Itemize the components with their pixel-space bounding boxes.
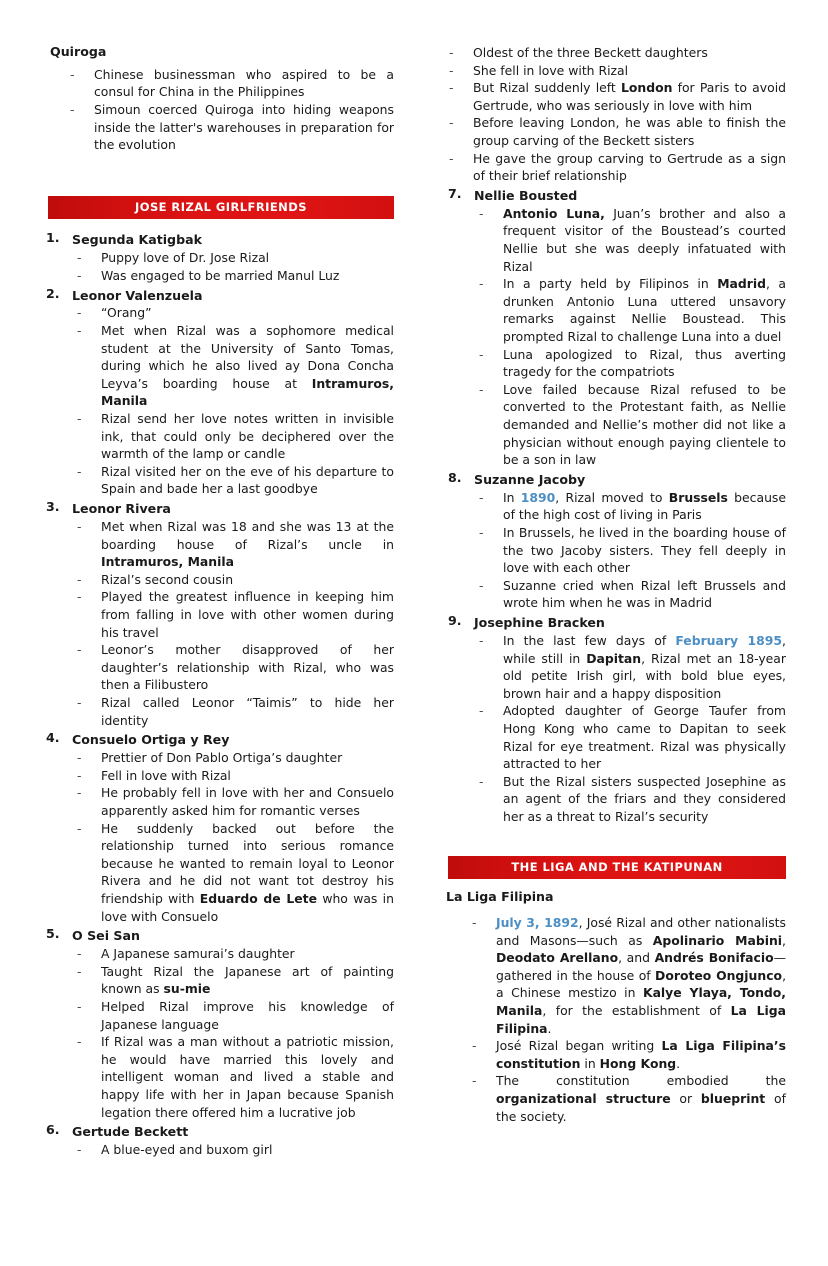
dash-bullet-icon: - [77,411,82,427]
dash-bullet-icon: - [479,524,484,540]
list-item-text: Met when Rizal was a sophomore medical student at the University of Santo Tomas, during which he also lived ay Dona Concha Leyva’s boarding house at Intramuros, Manila [101,323,394,409]
quiroga-bullet-list [44,66,394,154]
gertude-continued-list [446,44,786,185]
dash-bullet-icon: - [472,914,477,930]
detail-list [74,249,394,284]
list-item-text: Helped Rizal improve his knowledge of Japanese language [101,998,394,1032]
list-item [476,577,786,612]
list-item [74,249,394,267]
dash-bullet-icon: - [472,1038,477,1054]
dash-bullet-icon: - [472,1073,477,1089]
dash-bullet-icon: - [77,963,82,979]
dash-bullet-icon: - [479,276,484,292]
dash-bullet-icon: - [479,346,484,362]
list-item [74,410,394,463]
list-item [476,524,786,577]
girlfriend-name: Nellie Bousted [474,187,578,203]
list-number: 2. [46,285,60,301]
list-item [476,381,786,469]
list-item [74,518,394,571]
girlfriend-name: Josephine Bracken [474,615,605,631]
dash-bullet-icon: - [77,1034,82,1050]
list-item-text: In Brussels, he lived in the boarding house of the two Jacoby sisters. They fell deeply in love with each other [503,524,786,576]
list-number: 4. [46,730,60,746]
list-item [74,820,394,926]
list-item [476,773,786,826]
girlfriends-list-right [446,185,786,826]
date-highlight: 1890 [520,489,556,505]
dash-bullet-icon: - [479,205,484,221]
dash-bullet-icon: - [479,703,484,719]
list-item [74,749,394,767]
list-item-text: Adopted daughter of George Taufer from Hong Kong who came to Dapitan to seek Rizal for eye treatment. Rizal was physically attracted to her [503,703,786,772]
list-item-text: Rizal called Leonor “Taimis” to hide her identity [101,695,394,728]
girlfriend-name: Segunda Katigbak [72,232,202,248]
list-item [74,963,394,998]
list-item-text: Antonio Luna, Juan’s brother and also a frequent visitor of the Boustead’s courted Nellie but she was deeply infatuated with Rizal [503,205,786,274]
dash-bullet-icon: - [77,946,82,962]
list-item [74,571,394,589]
list-item-text: Rizal send her love notes written in invisible ink, that could only be deciphered over the warmth of the lamp or candle [101,411,394,462]
dash-bullet-icon: - [77,267,82,283]
list-item-text: Taught Rizal the Japanese art of painting known as su-mie [101,963,394,997]
list-item [446,114,786,149]
dash-bullet-icon: - [479,632,484,648]
list-item-text: July 3, 1892, José Rizal and other nationalists and Masons—such as Apolinario Mabini, Deodato Arellano, and Andrés Bonifacio—gathered in the house of Doroteo Ongjunco, a Chinese mestizo in Kalye Ylaya, Tondo, Manila, for the establishment of La Liga Filipina. [496,914,787,1036]
girlfriend-name: Consuelo Ortiga y Rey [72,732,230,748]
list-item [446,1072,786,1125]
list-number: 5. [46,926,60,942]
list-item-text: Met when Rizal was 18 and she was 13 at the boarding house of Rizal’s uncle in Intramuros, Manila [101,518,394,570]
dash-bullet-icon: - [77,250,82,266]
detail-list [74,518,394,729]
list-item-text: José Rizal began writing La Liga Filipina’s constitution in Hong Kong. [496,1038,786,1071]
list-item-text: Prettier of Don Pablo Ortiga’s daughter [101,750,343,766]
girlfriend-name: Leonor Valenzuela [72,287,203,303]
dash-bullet-icon: - [77,998,82,1014]
list-item-text: Oldest of the three Beckett daughters [473,45,708,60]
two-column-layout [44,44,792,1159]
girlfriend-name: O Sei San [72,928,140,944]
list-item [74,998,394,1033]
list-item [44,229,394,284]
dash-bullet-icon: - [77,1142,82,1158]
list-item-text: In a party held by Filipinos in Madrid, a drunken Antonio Luna uttered unsavory remarks against Nellie Boustead. This prompted Rizal to challenge Luna into a duel [503,276,786,345]
girlfriend-name: Gertude Beckett [72,1124,189,1140]
dash-bullet-icon: - [449,45,454,60]
left-column [44,44,394,1159]
list-item-text: Fell in love with Rizal [101,767,231,783]
dash-bullet-icon: - [77,695,82,711]
list-item [476,205,786,275]
list-item-text: Rizal visited her on the eve of his departure to Spain and bade her a last goodbye [101,463,394,497]
right-column [446,44,786,1125]
list-item-text: He suddenly backed out before the relationship turned into serious romance because he wanted to remain loyal to Leonor Rivera and he did not want tot destroy his friendship with Eduardo de Lete who was in love with Consuelo [101,820,394,924]
section-banner-girlfriends: JOSE RIZAL GIRLFRIENDS [48,196,394,220]
list-item [44,925,394,1121]
list-item-text: A Japanese samurai’s daughter [101,946,295,962]
list-item [74,463,394,498]
dash-bullet-icon: - [77,589,82,605]
list-item [446,469,786,612]
list-item [74,322,394,410]
dash-bullet-icon: - [77,571,82,587]
list-number: 1. [46,230,60,246]
dash-bullet-icon: - [449,62,454,78]
dash-bullet-icon: - [77,642,82,658]
list-item-text: Love failed because Rizal refused to be converted to the Protestant faith, as Nellie demanded and Nellie’s mother did not like a physician without enough paying clientele to be a son in law [503,381,786,468]
list-item-text: Luna apologized to Rizal, thus averting tragedy for the compatriots [503,346,786,380]
dash-bullet-icon: - [479,489,484,505]
dash-bullet-icon: - [449,115,454,131]
list-item [476,489,786,524]
list-item-text: In 1890, Rizal moved to Brussels because of the high cost of living in Paris [503,489,787,523]
list-item-text: A blue-eyed and buxom girl [101,1142,273,1158]
liga-heading: La Liga Filipina [446,889,554,905]
list-item-text: Simoun coerced Quiroga into hiding weapons inside the latter's warehouses in preparation for the evolution [94,101,394,153]
detail-list [74,1141,394,1159]
list-item [74,694,394,729]
list-item [74,945,394,963]
detail-list [476,489,786,612]
list-item [44,729,394,925]
dash-bullet-icon: - [70,101,75,117]
list-item-text: Played the greatest influence in keeping him from falling in love with other women during his travel [101,589,394,640]
detail-list [476,205,786,469]
girlfriends-list-left [44,229,394,1158]
dash-bullet-icon: - [449,150,454,166]
dash-bullet-icon: - [77,518,82,534]
list-number: 3. [46,499,60,515]
list-item [476,275,786,345]
list-number: 6. [46,1122,60,1138]
list-item-text: Puppy love of Dr. Jose Rizal [101,250,270,266]
list-item [446,914,786,1037]
list-item [446,612,786,826]
dash-bullet-icon: - [77,750,82,766]
list-item-text: Before leaving London, he was able to finish the group carving of the Beckett sisters [473,115,786,149]
list-item-text: Was engaged to be married Manul Luz [101,267,340,283]
list-number: 8. [448,469,462,485]
quiroga-heading: Quiroga [50,44,107,59]
list-item [74,267,394,285]
list-item [44,1121,394,1158]
list-item [476,702,786,772]
detail-list [74,304,394,498]
list-item-text: But Rizal suddenly left London for Paris to avoid Gertrude, who was seriously in love with him [473,80,786,113]
list-item [446,44,786,62]
list-item [446,185,786,469]
dash-bullet-icon: - [77,767,82,783]
list-item-text: Leonor’s mother disapproved of her daughter’s relationship with Rizal, who was then a Filibustero [101,642,394,693]
list-item [44,66,394,101]
dash-bullet-icon: - [77,463,82,479]
list-item [44,285,394,499]
list-item [74,1033,394,1121]
detail-list [476,632,786,826]
list-item [74,641,394,694]
girlfriend-name: Leonor Rivera [72,501,171,517]
list-item [74,304,394,322]
dash-bullet-icon: - [77,323,82,338]
list-number: 9. [448,613,462,629]
list-item [446,62,786,80]
list-item-text: “Orang” [101,305,152,321]
list-item [476,632,786,702]
list-item [74,1141,394,1159]
list-item [74,767,394,785]
list-item-text: Rizal’s second cousin [101,571,234,587]
list-number: 7. [448,185,462,201]
detail-list [74,749,394,925]
list-item-text: Chinese businessman who aspired to be a consul for China in the Philippines [94,66,394,100]
list-item [44,498,394,729]
dash-bullet-icon: - [479,381,484,397]
girlfriend-name: Suzanne Jacoby [474,471,586,487]
dash-bullet-icon: - [479,577,484,593]
section-banner-liga: THE LIGA AND THE KATIPUNAN [448,856,786,880]
list-item-text: The constitution embodied the organizational structure or blueprint of the society. [496,1073,786,1124]
dash-bullet-icon: - [449,80,454,96]
list-item [74,588,394,641]
list-item-text: He gave the group carving to Gertrude as a sign of their brief relationship [473,150,786,184]
list-item [446,1037,786,1072]
dash-bullet-icon: - [77,305,82,321]
list-item-text: She fell in love with Rizal [473,62,629,78]
list-item-text: Suzanne cried when Rizal left Brussels and wrote him when he was in Madrid [503,577,786,611]
list-item-text: In the last few days of February 1895, while still in Dapitan, Rizal met an 18-year old petite Irish girl, with bold blue eyes, brown hair and a happy disposition [503,632,786,701]
date-highlight: February 1895 [675,632,783,648]
list-item [446,79,786,114]
list-item [446,150,786,185]
list-item [44,101,394,154]
liga-bullet-list [446,914,786,1125]
detail-list [74,945,394,1121]
list-item-text: He probably fell in love with her and Consuelo apparently asked him for romantic verses [101,785,394,818]
dash-bullet-icon: - [479,773,484,789]
list-item-text: If Rizal was a man without a patriotic mission, he would have married this lovely and intelligent woman and lived a stable and happy life with her in Japan because Spanish legation there offered him a lucrative job [101,1034,394,1120]
dash-bullet-icon: - [77,820,82,836]
list-item [476,346,786,381]
date-highlight: July 3, 1892 [496,914,579,930]
dash-bullet-icon: - [70,66,75,82]
list-item [74,784,394,819]
list-item-text: But the Rizal sisters suspected Josephine as an agent of the friars and they considered her as a threat to Rizal’s security [503,773,786,824]
dash-bullet-icon: - [77,785,82,801]
